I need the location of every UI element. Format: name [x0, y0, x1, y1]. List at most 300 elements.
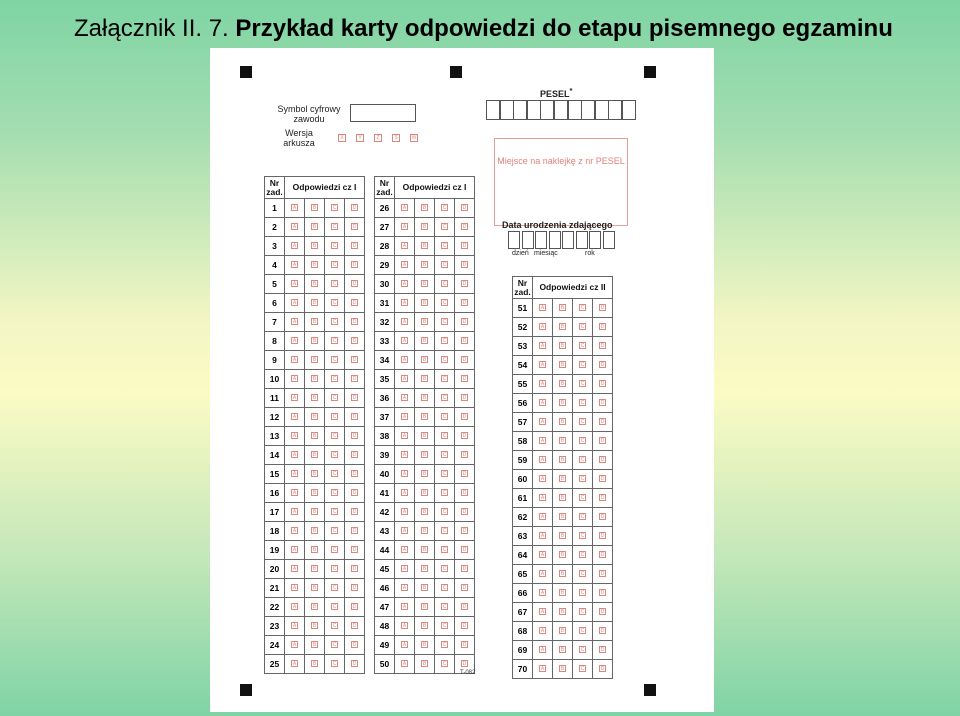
answer-option-d[interactable]: D	[600, 476, 605, 483]
answer-option-b[interactable]: B	[560, 552, 565, 559]
answer-option-b[interactable]: B	[312, 528, 317, 535]
answer-option-d[interactable]: D	[462, 395, 467, 402]
answer-option-a[interactable]: A	[540, 495, 545, 502]
answer-option-d[interactable]: D	[352, 604, 357, 611]
answer-option-a[interactable]: A	[402, 395, 407, 402]
answer-option-d[interactable]: D	[352, 300, 357, 307]
version-option[interactable]: W	[411, 135, 417, 141]
answer-option-b[interactable]: B	[312, 224, 317, 231]
answer-option-d[interactable]: D	[462, 547, 467, 554]
answer-option-a[interactable]: A	[402, 490, 407, 497]
answer-option-a[interactable]: A	[402, 433, 407, 440]
pesel-digit-cell[interactable]	[554, 100, 568, 120]
answer-option-a[interactable]: A	[540, 590, 545, 597]
answer-option-b[interactable]: B	[422, 547, 427, 554]
answer-option-d[interactable]: D	[352, 490, 357, 497]
answer-option-d[interactable]: D	[462, 376, 467, 383]
answer-option-b[interactable]: B	[422, 509, 427, 516]
answer-option-a[interactable]: A	[402, 661, 407, 668]
answer-option-b[interactable]: B	[422, 642, 427, 649]
answer-option-c[interactable]: C	[332, 224, 337, 231]
answer-option-c[interactable]: C	[332, 490, 337, 497]
answer-option-d[interactable]: D	[600, 362, 605, 369]
answer-option-d[interactable]: D	[600, 495, 605, 502]
answer-option-a[interactable]: A	[402, 623, 407, 630]
answer-option-c[interactable]: C	[580, 324, 585, 331]
answer-option-d[interactable]: D	[352, 224, 357, 231]
answer-option-d[interactable]: D	[462, 661, 467, 668]
answer-option-c[interactable]: C	[580, 343, 585, 350]
answer-option-c[interactable]: C	[580, 438, 585, 445]
answer-option-a[interactable]: A	[402, 262, 407, 269]
answer-option-c[interactable]: C	[580, 552, 585, 559]
answer-option-b[interactable]: B	[422, 490, 427, 497]
answer-option-a[interactable]: A	[540, 666, 545, 673]
answer-option-b[interactable]: B	[560, 609, 565, 616]
answer-option-a[interactable]: A	[292, 357, 297, 364]
answer-option-d[interactable]: D	[462, 566, 467, 573]
answer-option-a[interactable]: A	[292, 376, 297, 383]
answer-option-c[interactable]: C	[442, 566, 447, 573]
answer-option-d[interactable]: D	[600, 552, 605, 559]
answer-option-c[interactable]: C	[442, 471, 447, 478]
answer-option-b[interactable]: B	[312, 414, 317, 421]
pesel-digit-cell[interactable]	[513, 100, 527, 120]
answer-option-c[interactable]: C	[442, 604, 447, 611]
answer-option-a[interactable]: A	[292, 528, 297, 535]
answer-option-d[interactable]: D	[600, 324, 605, 331]
answer-option-b[interactable]: B	[312, 357, 317, 364]
answer-option-c[interactable]: C	[442, 376, 447, 383]
answer-option-a[interactable]: A	[540, 647, 545, 654]
answer-option-c[interactable]: C	[442, 623, 447, 630]
answer-option-c[interactable]: C	[332, 661, 337, 668]
answer-option-d[interactable]: D	[600, 457, 605, 464]
answer-option-c[interactable]: C	[442, 528, 447, 535]
answer-option-d[interactable]: D	[352, 623, 357, 630]
answer-option-c[interactable]: C	[332, 585, 337, 592]
answer-option-a[interactable]: A	[540, 381, 545, 388]
answer-option-c[interactable]: C	[442, 642, 447, 649]
pesel-digit-cell[interactable]	[595, 100, 609, 120]
answer-option-d[interactable]: D	[600, 571, 605, 578]
answer-option-b[interactable]: B	[312, 509, 317, 516]
answer-option-a[interactable]: A	[292, 281, 297, 288]
answer-option-b[interactable]: B	[560, 495, 565, 502]
answer-option-b[interactable]: B	[560, 419, 565, 426]
answer-option-b[interactable]: B	[422, 471, 427, 478]
answer-option-d[interactable]: D	[462, 414, 467, 421]
answer-option-b[interactable]: B	[312, 300, 317, 307]
answer-option-a[interactable]: A	[292, 547, 297, 554]
answer-option-a[interactable]: A	[540, 324, 545, 331]
answer-option-b[interactable]: B	[312, 338, 317, 345]
answer-option-c[interactable]: C	[332, 642, 337, 649]
answer-option-a[interactable]: A	[292, 262, 297, 269]
answer-option-b[interactable]: B	[312, 319, 317, 326]
answer-option-a[interactable]: A	[292, 566, 297, 573]
answer-option-d[interactable]: D	[352, 262, 357, 269]
answer-option-b[interactable]: B	[560, 514, 565, 521]
version-option[interactable]: S	[392, 134, 400, 142]
answer-option-b[interactable]: B	[422, 300, 427, 307]
answer-option-c[interactable]: C	[580, 590, 585, 597]
answer-option-a[interactable]: A	[540, 438, 545, 445]
pesel-digit-cell[interactable]	[622, 100, 636, 120]
answer-option-a[interactable]: A	[292, 300, 297, 307]
answer-option-d[interactable]: D	[600, 343, 605, 350]
answer-option-a[interactable]: A	[402, 585, 407, 592]
answer-option-d[interactable]: D	[462, 509, 467, 516]
answer-option-b[interactable]: B	[422, 395, 427, 402]
answer-option-b[interactable]: B	[422, 452, 427, 459]
answer-option-b[interactable]: B	[422, 528, 427, 535]
version-option[interactable]: Z	[374, 134, 382, 142]
answer-option-a[interactable]: A	[292, 224, 297, 231]
answer-option-c[interactable]: C	[442, 338, 447, 345]
answer-option-d[interactable]: D	[352, 281, 357, 288]
pesel-digit-cell[interactable]	[486, 100, 500, 120]
answer-option-c[interactable]: C	[580, 533, 585, 540]
answer-option-a[interactable]: A	[292, 661, 297, 668]
answer-option-b[interactable]: B	[560, 438, 565, 445]
answer-option-b[interactable]: B	[312, 566, 317, 573]
answer-option-b[interactable]: B	[422, 604, 427, 611]
answer-option-c[interactable]: C	[580, 476, 585, 483]
answer-option-c[interactable]: C	[332, 262, 337, 269]
answer-option-a[interactable]: A	[292, 585, 297, 592]
answer-option-c[interactable]: C	[332, 566, 337, 573]
answer-option-a[interactable]: A	[402, 509, 407, 516]
answer-option-b[interactable]: B	[312, 661, 317, 668]
answer-option-a[interactable]: A	[292, 414, 297, 421]
answer-option-b[interactable]: B	[312, 395, 317, 402]
answer-option-d[interactable]: D	[352, 471, 357, 478]
answer-option-d[interactable]: D	[600, 514, 605, 521]
answer-option-b[interactable]: B	[422, 623, 427, 630]
answer-option-a[interactable]: A	[402, 357, 407, 364]
answer-option-b[interactable]: B	[422, 319, 427, 326]
answer-option-d[interactable]: D	[462, 585, 467, 592]
version-option[interactable]: Y	[356, 134, 364, 142]
answer-option-a[interactable]: A	[402, 300, 407, 307]
answer-option-d[interactable]: D	[600, 628, 605, 635]
answer-option-a[interactable]: A	[292, 642, 297, 649]
answer-option-d[interactable]: D	[462, 623, 467, 630]
answer-option-c[interactable]: C	[332, 547, 337, 554]
answer-option-b[interactable]: B	[422, 414, 427, 421]
answer-option-b[interactable]: B	[560, 571, 565, 578]
symbol-field[interactable]	[350, 104, 416, 122]
answer-option-b[interactable]: B	[312, 452, 317, 459]
pesel-digit-cell[interactable]	[540, 100, 554, 120]
answer-option-a[interactable]: A	[540, 514, 545, 521]
answer-option-d[interactable]: D	[352, 528, 357, 535]
answer-option-b[interactable]: B	[422, 281, 427, 288]
answer-option-b[interactable]: B	[560, 457, 565, 464]
answer-option-c[interactable]: C	[442, 585, 447, 592]
answer-option-b[interactable]: B	[312, 262, 317, 269]
answer-option-d[interactable]: D	[352, 452, 357, 459]
answer-option-d[interactable]: D	[352, 395, 357, 402]
answer-option-a[interactable]: A	[540, 457, 545, 464]
answer-option-b[interactable]: B	[560, 533, 565, 540]
answer-option-c[interactable]: C	[332, 414, 337, 421]
answer-option-b[interactable]: B	[560, 647, 565, 654]
answer-option-a[interactable]: A	[402, 452, 407, 459]
answer-option-a[interactable]: A	[540, 552, 545, 559]
answer-option-d[interactable]: D	[462, 490, 467, 497]
answer-option-a[interactable]: A	[292, 509, 297, 516]
answer-option-a[interactable]: A	[402, 224, 407, 231]
answer-option-a[interactable]: A	[292, 205, 297, 212]
dob-digit-cell[interactable]	[508, 231, 520, 249]
answer-option-d[interactable]: D	[462, 642, 467, 649]
answer-option-c[interactable]: C	[580, 457, 585, 464]
answer-option-c[interactable]: C	[580, 419, 585, 426]
answer-option-a[interactable]: A	[402, 281, 407, 288]
answer-option-c[interactable]: C	[332, 338, 337, 345]
answer-option-a[interactable]: A	[292, 243, 297, 250]
answer-option-b[interactable]: B	[560, 666, 565, 673]
answer-option-d[interactable]: D	[600, 590, 605, 597]
answer-option-c[interactable]: C	[442, 661, 447, 668]
answer-option-c[interactable]: C	[442, 357, 447, 364]
answer-option-c[interactable]: C	[332, 395, 337, 402]
answer-option-c[interactable]: C	[442, 300, 447, 307]
answer-option-c[interactable]: C	[580, 305, 585, 312]
answer-option-d[interactable]: D	[352, 376, 357, 383]
answer-option-b[interactable]: B	[560, 590, 565, 597]
answer-option-b[interactable]: B	[312, 623, 317, 630]
answer-option-a[interactable]: A	[402, 243, 407, 250]
answer-option-a[interactable]: A	[540, 419, 545, 426]
answer-option-d[interactable]: D	[352, 585, 357, 592]
answer-option-b[interactable]: B	[560, 343, 565, 350]
answer-option-c[interactable]: C	[442, 490, 447, 497]
dob-digit-cell[interactable]	[576, 231, 588, 249]
answer-option-c[interactable]: C	[332, 243, 337, 250]
answer-option-a[interactable]: A	[402, 319, 407, 326]
answer-option-b[interactable]: B	[312, 281, 317, 288]
answer-option-a[interactable]: A	[540, 628, 545, 635]
answer-option-c[interactable]: C	[332, 300, 337, 307]
answer-option-a[interactable]: A	[540, 609, 545, 616]
dob-digit-cell[interactable]	[589, 231, 601, 249]
answer-option-b[interactable]: B	[422, 357, 427, 364]
answer-option-c[interactable]: C	[332, 319, 337, 326]
answer-option-c[interactable]: C	[442, 319, 447, 326]
answer-option-c[interactable]: C	[580, 400, 585, 407]
answer-option-a[interactable]: A	[292, 623, 297, 630]
answer-option-b[interactable]: B	[312, 433, 317, 440]
answer-option-c[interactable]: C	[442, 452, 447, 459]
pesel-digit-cell[interactable]	[500, 100, 514, 120]
answer-option-a[interactable]: A	[402, 604, 407, 611]
answer-option-c[interactable]: C	[580, 514, 585, 521]
answer-option-d[interactable]: D	[462, 357, 467, 364]
answer-option-b[interactable]: B	[560, 324, 565, 331]
answer-option-c[interactable]: C	[442, 395, 447, 402]
answer-option-d[interactable]: D	[462, 224, 467, 231]
answer-option-d[interactable]: D	[600, 609, 605, 616]
answer-option-c[interactable]: C	[580, 609, 585, 616]
answer-option-c[interactable]: C	[442, 224, 447, 231]
answer-option-c[interactable]: C	[580, 666, 585, 673]
answer-option-b[interactable]: B	[312, 471, 317, 478]
answer-option-a[interactable]: A	[402, 471, 407, 478]
answer-option-c[interactable]: C	[580, 571, 585, 578]
answer-option-d[interactable]: D	[462, 300, 467, 307]
answer-option-b[interactable]: B	[422, 262, 427, 269]
answer-option-b[interactable]: B	[422, 566, 427, 573]
answer-option-d[interactable]: D	[352, 509, 357, 516]
answer-option-c[interactable]: C	[580, 628, 585, 635]
answer-option-d[interactable]: D	[600, 533, 605, 540]
answer-option-a[interactable]: A	[402, 528, 407, 535]
answer-option-a[interactable]: A	[402, 376, 407, 383]
answer-option-a[interactable]: A	[292, 319, 297, 326]
answer-option-a[interactable]: A	[292, 604, 297, 611]
answer-option-b[interactable]: B	[560, 476, 565, 483]
answer-option-d[interactable]: D	[600, 305, 605, 312]
answer-option-b[interactable]: B	[560, 305, 565, 312]
answer-option-c[interactable]: C	[442, 205, 447, 212]
answer-option-d[interactable]: D	[462, 243, 467, 250]
answer-option-c[interactable]: C	[332, 376, 337, 383]
answer-option-d[interactable]: D	[352, 357, 357, 364]
answer-option-c[interactable]: C	[332, 471, 337, 478]
answer-option-b[interactable]: B	[560, 628, 565, 635]
answer-option-d[interactable]: D	[462, 281, 467, 288]
answer-option-a[interactable]: A	[292, 395, 297, 402]
answer-option-d[interactable]: D	[352, 547, 357, 554]
answer-option-d[interactable]: D	[352, 566, 357, 573]
pesel-digit-cell[interactable]	[527, 100, 541, 120]
answer-option-c[interactable]: C	[332, 433, 337, 440]
answer-option-b[interactable]: B	[312, 376, 317, 383]
answer-option-c[interactable]: C	[332, 281, 337, 288]
answer-option-a[interactable]: A	[402, 642, 407, 649]
answer-option-c[interactable]: C	[580, 647, 585, 654]
answer-option-b[interactable]: B	[312, 205, 317, 212]
answer-option-d[interactable]: D	[462, 604, 467, 611]
answer-option-c[interactable]: C	[332, 604, 337, 611]
answer-option-b[interactable]: B	[422, 224, 427, 231]
answer-option-b[interactable]: B	[560, 362, 565, 369]
answer-option-a[interactable]: A	[292, 433, 297, 440]
answer-option-b[interactable]: B	[312, 243, 317, 250]
answer-option-d[interactable]: D	[600, 381, 605, 388]
answer-option-b[interactable]: B	[422, 585, 427, 592]
answer-option-d[interactable]: D	[352, 338, 357, 345]
dob-digit-cell[interactable]	[522, 231, 534, 249]
answer-option-d[interactable]: D	[352, 433, 357, 440]
answer-option-a[interactable]: A	[540, 305, 545, 312]
answer-option-a[interactable]: A	[540, 362, 545, 369]
answer-option-d[interactable]: D	[352, 319, 357, 326]
dob-digit-cell[interactable]	[549, 231, 561, 249]
answer-option-a[interactable]: A	[540, 571, 545, 578]
answer-option-a[interactable]: A	[540, 343, 545, 350]
answer-option-d[interactable]: D	[600, 647, 605, 654]
answer-option-b[interactable]: B	[422, 433, 427, 440]
answer-option-a[interactable]: A	[540, 476, 545, 483]
answer-option-a[interactable]: A	[402, 338, 407, 345]
answer-option-c[interactable]: C	[332, 205, 337, 212]
answer-option-b[interactable]: B	[312, 547, 317, 554]
answer-option-b[interactable]: B	[312, 604, 317, 611]
answer-option-d[interactable]: D	[600, 400, 605, 407]
answer-option-d[interactable]: D	[600, 666, 605, 673]
answer-option-b[interactable]: B	[560, 400, 565, 407]
answer-option-b[interactable]: B	[422, 661, 427, 668]
answer-option-d[interactable]: D	[462, 205, 467, 212]
answer-option-a[interactable]: A	[402, 414, 407, 421]
answer-option-d[interactable]: D	[352, 243, 357, 250]
answer-option-c[interactable]: C	[442, 262, 447, 269]
answer-option-d[interactable]: D	[462, 528, 467, 535]
answer-option-c[interactable]: C	[332, 509, 337, 516]
answer-option-c[interactable]: C	[442, 509, 447, 516]
answer-option-c[interactable]: C	[442, 243, 447, 250]
answer-option-b[interactable]: B	[422, 376, 427, 383]
answer-option-b[interactable]: B	[422, 338, 427, 345]
answer-option-c[interactable]: C	[442, 547, 447, 554]
answer-option-d[interactable]: D	[352, 414, 357, 421]
answer-option-b[interactable]: B	[422, 243, 427, 250]
answer-option-c[interactable]: C	[332, 623, 337, 630]
answer-option-c[interactable]: C	[332, 452, 337, 459]
answer-option-d[interactable]: D	[352, 661, 357, 668]
answer-option-b[interactable]: B	[422, 205, 427, 212]
answer-option-d[interactable]: D	[352, 642, 357, 649]
answer-option-a[interactable]: A	[402, 205, 407, 212]
answer-option-d[interactable]: D	[600, 419, 605, 426]
answer-option-d[interactable]: D	[462, 471, 467, 478]
dob-digit-cell[interactable]	[562, 231, 574, 249]
answer-option-b[interactable]: B	[560, 381, 565, 388]
answer-option-c[interactable]: C	[442, 414, 447, 421]
answer-option-c[interactable]: C	[332, 528, 337, 535]
answer-option-a[interactable]: A	[292, 452, 297, 459]
answer-option-d[interactable]: D	[462, 338, 467, 345]
answer-option-b[interactable]: B	[312, 490, 317, 497]
dob-digit-cell[interactable]	[535, 231, 547, 249]
dob-digit-cell[interactable]	[603, 231, 615, 249]
answer-option-b[interactable]: B	[312, 642, 317, 649]
answer-option-a[interactable]: A	[292, 471, 297, 478]
answer-option-d[interactable]: D	[352, 205, 357, 212]
answer-option-c[interactable]: C	[442, 433, 447, 440]
answer-option-a[interactable]: A	[540, 533, 545, 540]
answer-option-c[interactable]: C	[580, 381, 585, 388]
answer-option-c[interactable]: C	[580, 495, 585, 502]
answer-option-d[interactable]: D	[600, 438, 605, 445]
answer-option-a[interactable]: A	[402, 566, 407, 573]
answer-option-a[interactable]: A	[292, 490, 297, 497]
answer-option-b[interactable]: B	[312, 585, 317, 592]
version-option[interactable]: X	[338, 134, 346, 142]
answer-option-d[interactable]: D	[462, 262, 467, 269]
answer-option-c[interactable]: C	[332, 357, 337, 364]
answer-option-a[interactable]: A	[402, 547, 407, 554]
answer-option-c[interactable]: C	[442, 281, 447, 288]
answer-option-d[interactable]: D	[462, 319, 467, 326]
answer-option-d[interactable]: D	[462, 452, 467, 459]
pesel-digit-cell[interactable]	[608, 100, 622, 120]
answer-option-a[interactable]: A	[540, 400, 545, 407]
